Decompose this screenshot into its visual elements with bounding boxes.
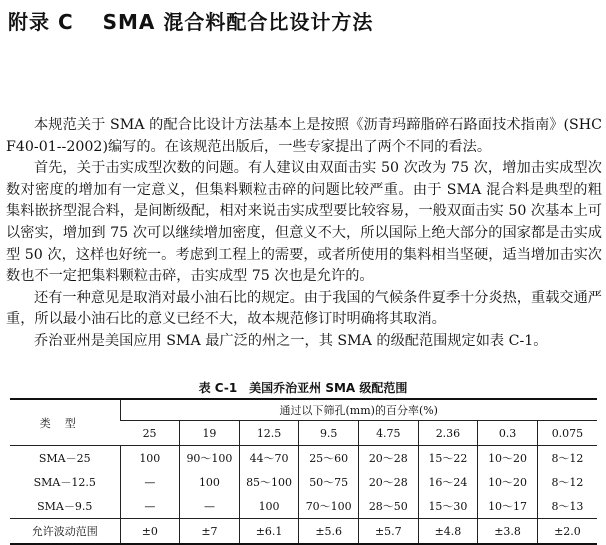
paragraph-2: 首先，关于击实成型次数的问题。有人建议由双面击实 50 次改为 75 次，增加击实成型次数对密度的增加有一定意义，但集料颗粒击碎的问题比较严重。由于 SMA 混合料是典型的粗集料嵌挤型混合料，是间断级配，相对来说击实成型要比较容易，一般双面击实 50 次基本上可以密实，增加到 75 次可以继续增加密度，但意义不大，所以国际上绝大部分的国家都是击实成型 50 次，这样也好统一。考虑到工程上的需要，或者所使用的集料相当坚硬，适当增加击实次数也不一定把集料颗粒击碎，击实成型 75 次也是允许的。 xyxy=(6,160,602,285)
table-cell: 25～60 xyxy=(299,446,359,471)
sieve-size-header: 12.5 xyxy=(239,421,299,446)
table-cell: ±0 xyxy=(120,519,180,545)
table-cell: — xyxy=(180,494,240,519)
table-cell: ±7 xyxy=(180,519,240,545)
table-row xyxy=(10,470,597,494)
row-type: SMA－25 xyxy=(38,452,91,465)
table-cell: 15～30 xyxy=(418,494,478,519)
sieve-size-header: 19 xyxy=(180,421,240,446)
table-cell: ±2.0 xyxy=(537,519,597,545)
sieve-size-header: 0.3 xyxy=(478,421,538,446)
table-cell: 15～22 xyxy=(418,446,478,471)
table-cell: 8～13 xyxy=(537,494,597,519)
row-type: 允许波动范围 xyxy=(10,519,120,545)
table-cell: — xyxy=(120,470,180,494)
paragraph-3: 还有一种意见是取消对最小油石比的规定。由于我国的气候条件夏季十分炎热，重载交通严重，所以最小油石比的意义已经不大，故本规范修订时明确将其取消。 xyxy=(6,289,602,328)
paragraph-4: 乔治亚州是美国应用 SMA 最广泛的州之一，其 SMA 的级配范围规定如表 C-1。 xyxy=(34,332,548,349)
passing-percent-header: 通过以下筛孔(mm)的百分率(%) xyxy=(120,399,597,421)
table-caption: 表 C-1 美国乔治亚州 SMA 级配范围 xyxy=(198,381,408,395)
table-cell: 10～17 xyxy=(478,494,538,519)
table-cell: ±3.8 xyxy=(478,519,538,545)
sieve-size-header: 9.5 xyxy=(299,421,359,446)
type-column-header: 类型 xyxy=(10,399,120,446)
table-cell: — xyxy=(120,494,180,519)
table-cell: ±5.6 xyxy=(299,519,359,545)
appendix-title: 附录 C SMA 混合料配合比设计方法 xyxy=(8,10,374,34)
gradation-table xyxy=(10,398,597,545)
table-cell: 70～100 xyxy=(299,494,359,519)
table-row xyxy=(10,494,597,519)
table-cell: 8～12 xyxy=(537,446,597,471)
table-cell: 20～28 xyxy=(359,470,419,494)
table-cell: 100 xyxy=(120,446,180,471)
table-cell: 50～75 xyxy=(299,470,359,494)
sieve-size-header: 0.075 xyxy=(537,421,597,446)
paragraph-1: 本规范关于 SMA 的配合比设计方法基本上是按照《沥青玛蹄脂碎石路面技术指南》(SHC F40-01--2002)编写的。在该规范出版后，一些专家提出了两个不同的看法。 xyxy=(6,117,602,155)
row-type: SMA－9.5 xyxy=(37,500,93,513)
table-cell: 100 xyxy=(239,494,299,519)
table-cell: 10～20 xyxy=(478,470,538,494)
table-cell: 16～24 xyxy=(418,470,478,494)
row-type: SMA－12.5 xyxy=(33,476,96,489)
table-row xyxy=(10,446,597,471)
table-cell: 20～28 xyxy=(359,446,419,471)
sieve-size-header: 4.75 xyxy=(359,421,419,446)
table-cell: ±5.7 xyxy=(359,519,419,545)
table-cell: 28～50 xyxy=(359,494,419,519)
table-cell: 90～100 xyxy=(180,446,240,471)
table-cell: ±4.8 xyxy=(418,519,478,545)
table-cell: 8～12 xyxy=(537,470,597,494)
sieve-size-header: 2.36 xyxy=(418,421,478,446)
sieve-size-header: 25 xyxy=(120,421,180,446)
table-cell: ±6.1 xyxy=(239,519,299,545)
table-cell: 85～100 xyxy=(239,470,299,494)
table-row xyxy=(10,519,597,545)
table-cell: 44～70 xyxy=(239,446,299,471)
table-cell: 10～20 xyxy=(478,446,538,471)
table-cell: 100 xyxy=(180,470,240,494)
body-text xyxy=(6,115,602,353)
